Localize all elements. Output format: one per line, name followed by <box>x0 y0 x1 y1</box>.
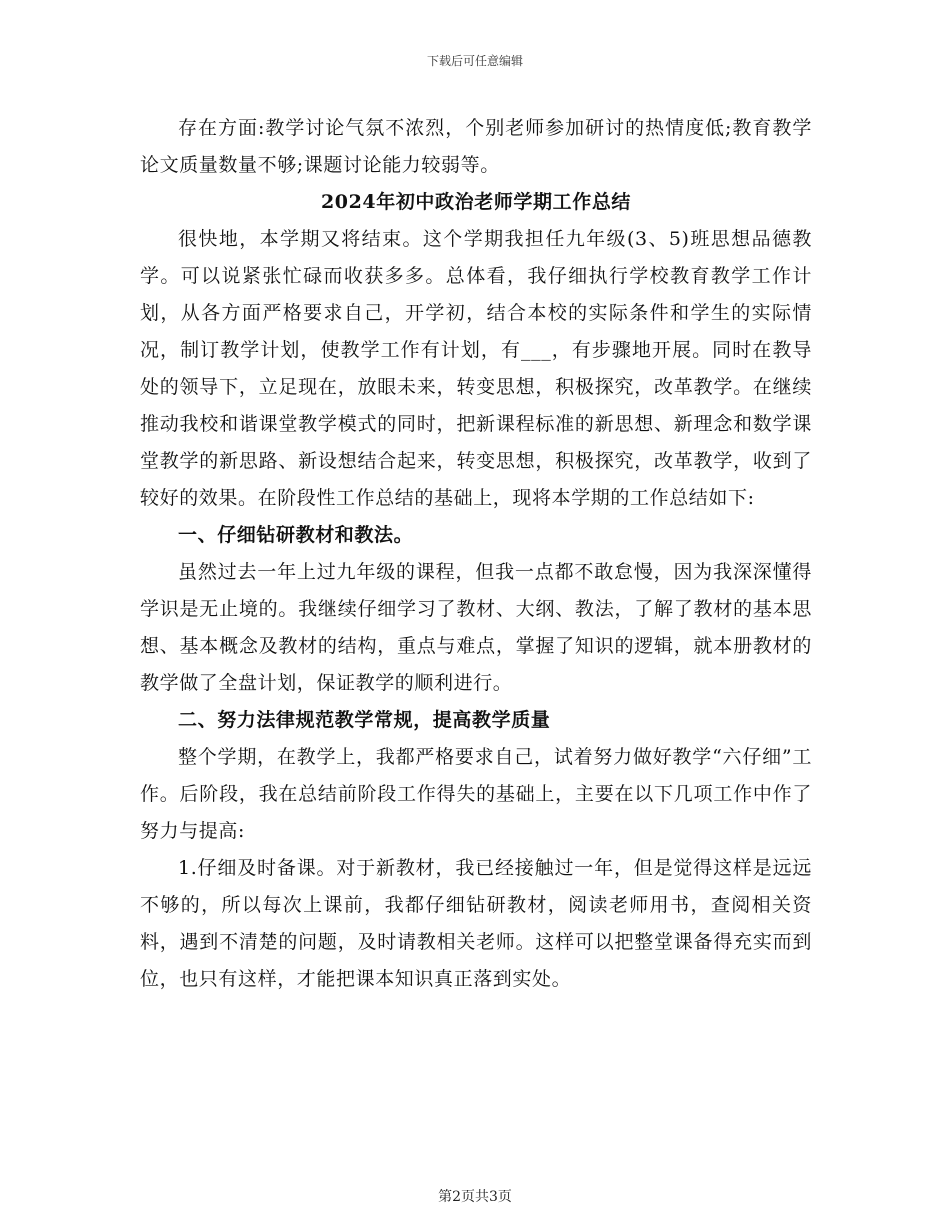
document-title: 2024年初中政治老师学期工作总结 <box>320 191 632 213</box>
page-number-footer: 第2页共3页 <box>438 1189 512 1205</box>
document-body <box>140 110 812 998</box>
section-heading-2: 二、努力法律规范教学常规，提高教学质量 <box>178 709 551 731</box>
paragraph-study-materials: 虽然过去一年上过九年级的课程，但我一点都不敢怠慢，因为我深深懂得学识是无止境的。我继续仔细学习了教材、大纲、教法，了解了教材的基本思想、基本概念及教材的结构，重点与难点，掌握了知识的逻辑，就本册教材的教学做了全盘计划，保证教学的顺利进行。 <box>140 561 812 694</box>
page-header-note: 下载后可任意编辑 <box>426 54 523 68</box>
section-heading-1: 一、仔细钻研教材和教法。 <box>178 524 414 546</box>
paragraph-existing-issues: 存在方面:教学讨论气氛不浓烈，个别老师参加研讨的热情度低;教育教学论文质量数量不够;课题讨论能力较弱等。 <box>140 117 812 176</box>
paragraph-teaching-routine: 整个学期，在教学上，我都严格要求自己，试着努力做好教学“六仔细”工作。后阶段，我在总结前阶段工作得失的基础上，主要在以下几项工作中作了努力与提高: <box>140 746 812 842</box>
paragraph-lesson-preparation: 1.仔细及时备课。对于新教材，我已经接触过一年，但是觉得这样是远远不够的，所以每次上课前，我都仔细钻研教材，阅读老师用书，查阅相关资料，遇到不清楚的问题，及时请教相关老师。这样可以把整堂课备得充实而到位，也只有这样，才能把课本知识真正落到实处。 <box>140 857 812 990</box>
paragraph-introduction: 很快地，本学期又将结束。这个学期我担任九年级(3、5)班思想品德教学。可以说紧张忙碌而收获多多。总体看，我仔细执行学校教育教学工作计划，从各方面严格要求自己，开学初，结合本校的实际条件和学生的实际情况，制订教学计划，使教学工作有计划，有___，有步骤地开展。同时在教导处的领导下，立足现在，放眼未来，转变思想，积极探究，改革教学。在继续推动我校和谐课堂教学模式的同时，把新课程标准的新思想、新理念和数学课堂教学的新思路、新设想结合起来，转变思想，积极探究，改革教学，收到了较好的效果。在阶段性工作总结的基础上，现将本学期的工作总结如下: <box>140 228 812 509</box>
